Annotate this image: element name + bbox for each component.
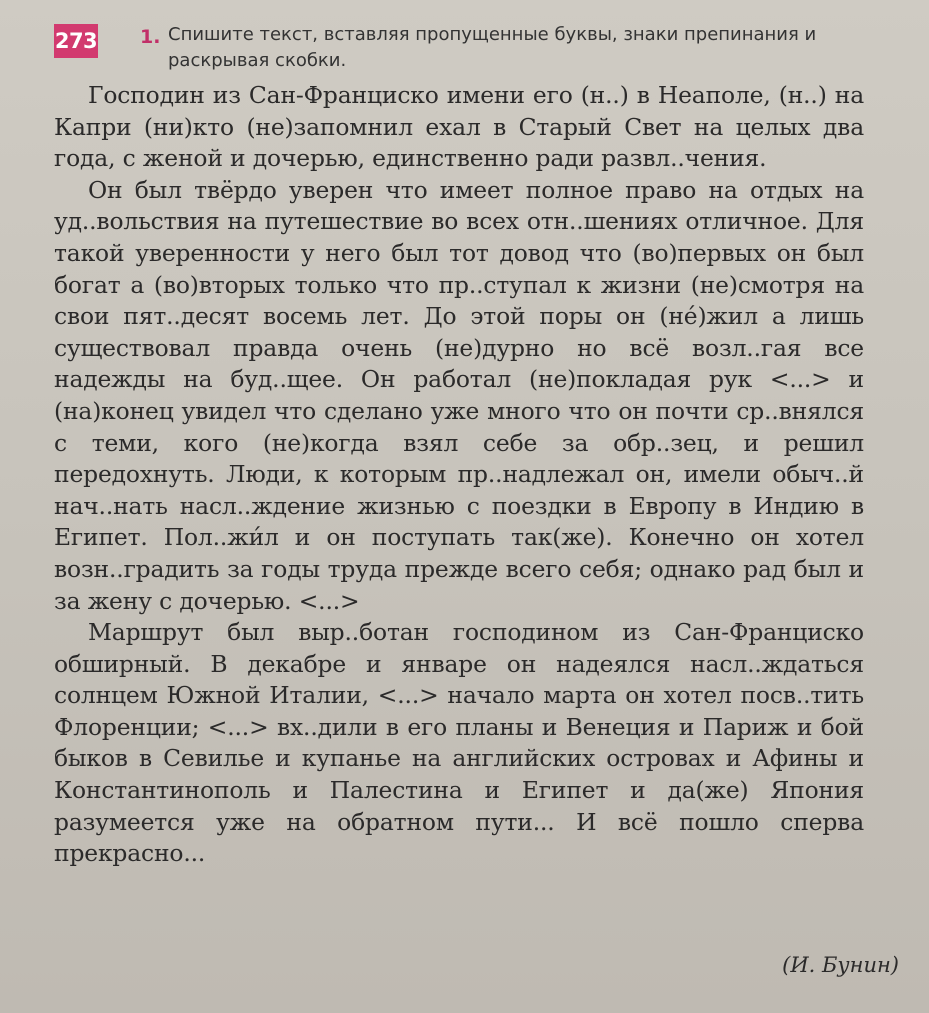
paragraph-3: Маршрут был выр..ботан господином из Сан-Франциско обширный. В декабре и январе он надеялся насл..ждаться солнцем Южной Италии, <...> начало марта он хотел посв..тить Флоренции; <...> вх..дили в его планы и Венеция и Париж и бой быков в Севилье и купанье на английских островах и Афины и Константинополь и Палестина и Египет и да(же) Япония разумеется уже на обратном пути... И всё пошло сперва прекрасно...	[54, 618, 864, 868]
task-instruction: Спишите текст, вставляя пропущенные буквы, знаки препинания и раскрывая скобки.	[168, 24, 817, 71]
exercise-text	[54, 80, 864, 870]
paragraph-1: Господин из Сан-Франциско имени его (н..) в Неаполе, (н..) на Капри (ни)кто (не)запомнил ехал в Старый Свет на целых два года, с женой и дочерью, единственно ради развл..чения.	[54, 81, 864, 173]
exercise-header	[54, 18, 914, 78]
author-attribution: (И. Бунин)	[782, 953, 899, 977]
paragraph-2: Он был твёрдо уверен что имеет полное право на отдых на уд..вольствия на путешествие во всех отн..шениях отличное. Для такой уверенности у него был тот довод что (во)первых он был богат а (во)вторых только что пр..ступал к жизни (не)смотря на свои пят..десят восемь лет. До этой поры он (не́)жил а лишь существовал правда очень (не)дурно но всё возл..гая все надежды на буд..щее. Он работал (не)покладая рук <...> и (на)конец увидел что сделано уже много что он почти ср..внялся с теми, кого (не)когда взял себе за обр..зец, и решил передохнуть. Люди, к которым пр..надлежал он, имели обыч..й нач..нать насл..ждение жизнью с поездки в Европу в Индию в Египет. Пол..жи́л и он поступать так(же). Конечно он хотел возн..градить за годы труда прежде всего себя; однако рад был и за жену с дочерью. <...>	[54, 175, 864, 615]
exercise-number-badge: 273	[54, 24, 98, 58]
task-number: 1.	[140, 26, 161, 48]
